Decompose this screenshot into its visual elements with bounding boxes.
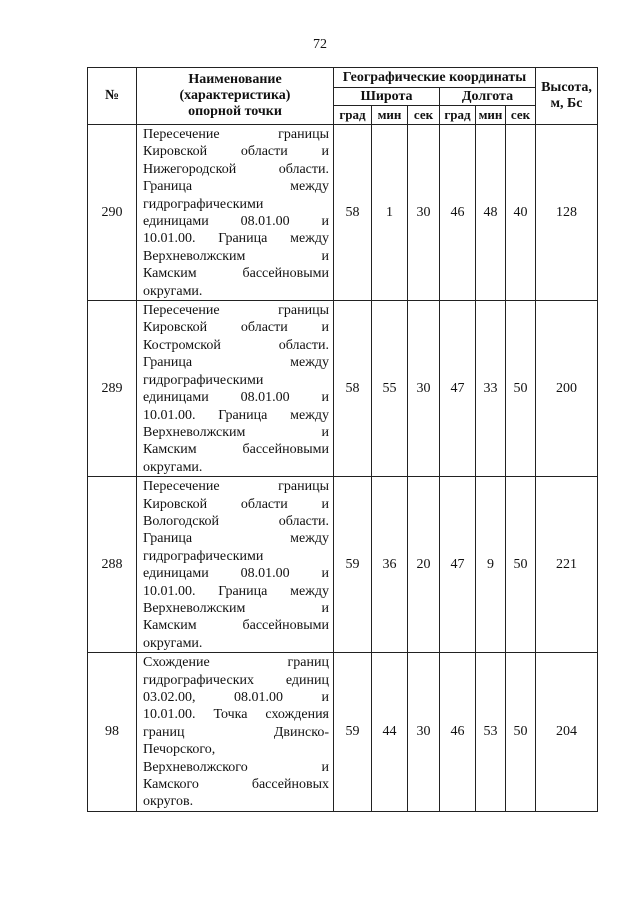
row-number: 290 [88,125,137,301]
point-description: Схождение границ гидрографических единиц 03.02.00, 08.01.00 и 10.01.00. Точка схождения границ Двинско- Печорского, Верхневолжского и Камского бассейновых округов. [137,653,334,812]
lon-min: 53 [476,653,506,812]
page-number: 72 [313,37,327,52]
reference-points-table [87,67,598,812]
height-value: 128 [536,125,598,301]
table-row [88,477,598,653]
lon-deg: 47 [440,477,476,653]
header-lat-deg: град [334,106,372,125]
lat-sec: 30 [408,125,440,301]
point-description: Пересечение границы Кировской области и Вологодской области. Граница между гидрографическими единицами 08.01.00 и 10.01.00. Граница между Верхневолжским и Камским бассейновыми округами. [137,477,334,653]
header-latitude: Широта [334,88,440,106]
header-lat-sec: сек [408,106,440,125]
lon-deg: 46 [440,653,476,812]
lat-min: 36 [372,477,408,653]
row-number: 98 [88,653,137,812]
lat-deg: 59 [334,653,372,812]
lon-min: 48 [476,125,506,301]
lat-sec: 20 [408,477,440,653]
table-row [88,301,598,477]
lat-min: 1 [372,125,408,301]
lat-deg: 58 [334,301,372,477]
header-geo-coordinates: Географические координаты [334,68,536,88]
lat-deg: 59 [334,477,372,653]
header-lon-deg: град [440,106,476,125]
point-description: Пересечение границы Кировской области и Нижегородской области. Граница между гидрографическими единицами 08.01.00 и 10.01.00. Граница между Верхневолжским и Камским бассейновыми округами. [137,125,334,301]
lat-min: 44 [372,653,408,812]
header-name: Наименование (характеристика) опорной точки [137,68,334,125]
lon-sec: 50 [506,301,536,477]
lat-sec: 30 [408,301,440,477]
row-number: 289 [88,301,137,477]
table-row [88,653,598,812]
lon-deg: 47 [440,301,476,477]
lat-min: 55 [372,301,408,477]
lat-deg: 58 [334,125,372,301]
header-lon-min: мин [476,106,506,125]
lon-sec: 50 [506,653,536,812]
lon-min: 33 [476,301,506,477]
header-number: № [88,68,137,125]
height-value: 200 [536,301,598,477]
header-height: Высота, м, Бс [536,68,598,125]
lon-deg: 46 [440,125,476,301]
header-lon-sec: сек [506,106,536,125]
lat-sec: 30 [408,653,440,812]
header-longitude: Долгота [440,88,536,106]
lon-sec: 50 [506,477,536,653]
height-value: 221 [536,477,598,653]
point-description: Пересечение границы Кировской области и Костромской области. Граница между гидрографическими единицами 08.01.00 и 10.01.00. Граница между Верхневолжским и Камским бассейновыми округами. [137,301,334,477]
lon-sec: 40 [506,125,536,301]
height-value: 204 [536,653,598,812]
lon-min: 9 [476,477,506,653]
row-number: 288 [88,477,137,653]
header-lat-min: мин [372,106,408,125]
table-row [88,125,598,301]
